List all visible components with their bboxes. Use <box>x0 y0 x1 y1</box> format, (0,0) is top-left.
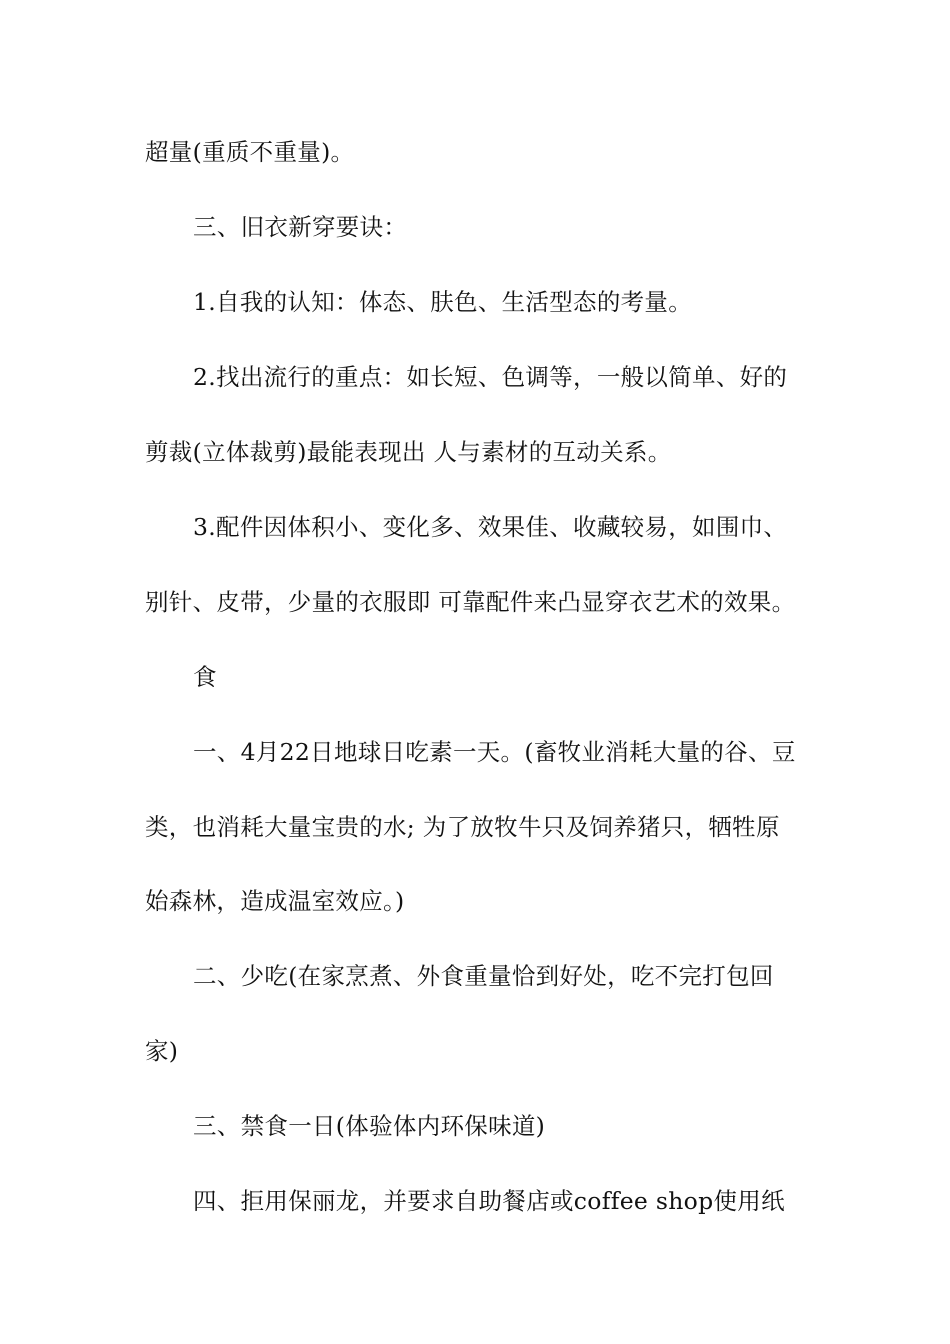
list-item: 3.配件因体积小、变化多、效果佳、收藏较易，如围巾、 <box>193 513 788 541</box>
list-item-continuation: 始森林，造成温室效应。) <box>145 887 405 915</box>
list-item: 2.找出流行的重点：如长短、色调等，一般以简单、好的 <box>193 363 788 391</box>
list-item-continuation: 别针、皮带，少量的衣服即 可靠配件来凸显穿衣艺术的效果。 <box>145 588 796 616</box>
list-item: 二、少吃(在家烹煮、外食重量恰到好处，吃不完打包回 <box>193 962 774 990</box>
list-item-continuation: 剪裁(立体裁剪)最能表现出 人与素材的互动关系。 <box>145 438 672 466</box>
section-heading: 食 <box>193 663 217 691</box>
list-item: 三、禁食一日(体验体内环保味道) <box>193 1112 546 1140</box>
list-item: 1.自我的认知：体态、肤色、生活型态的考量。 <box>193 288 693 316</box>
list-item: 一、4月22日地球日吃素一天。(畜牧业消耗大量的谷、豆 <box>193 738 796 766</box>
section-heading: 三、旧衣新穿要诀： <box>193 213 408 241</box>
paragraph-line: 超量(重质不重量)。 <box>145 138 355 166</box>
list-item: 四、拒用保丽龙，并要求自助餐店或coffee shop使用纸 <box>193 1187 785 1215</box>
list-item-continuation: 类，也消耗大量宝贵的水; 为了放牧牛只及饲养猪只，牺牲原 <box>145 813 780 841</box>
list-item-continuation: 家) <box>145 1037 179 1065</box>
